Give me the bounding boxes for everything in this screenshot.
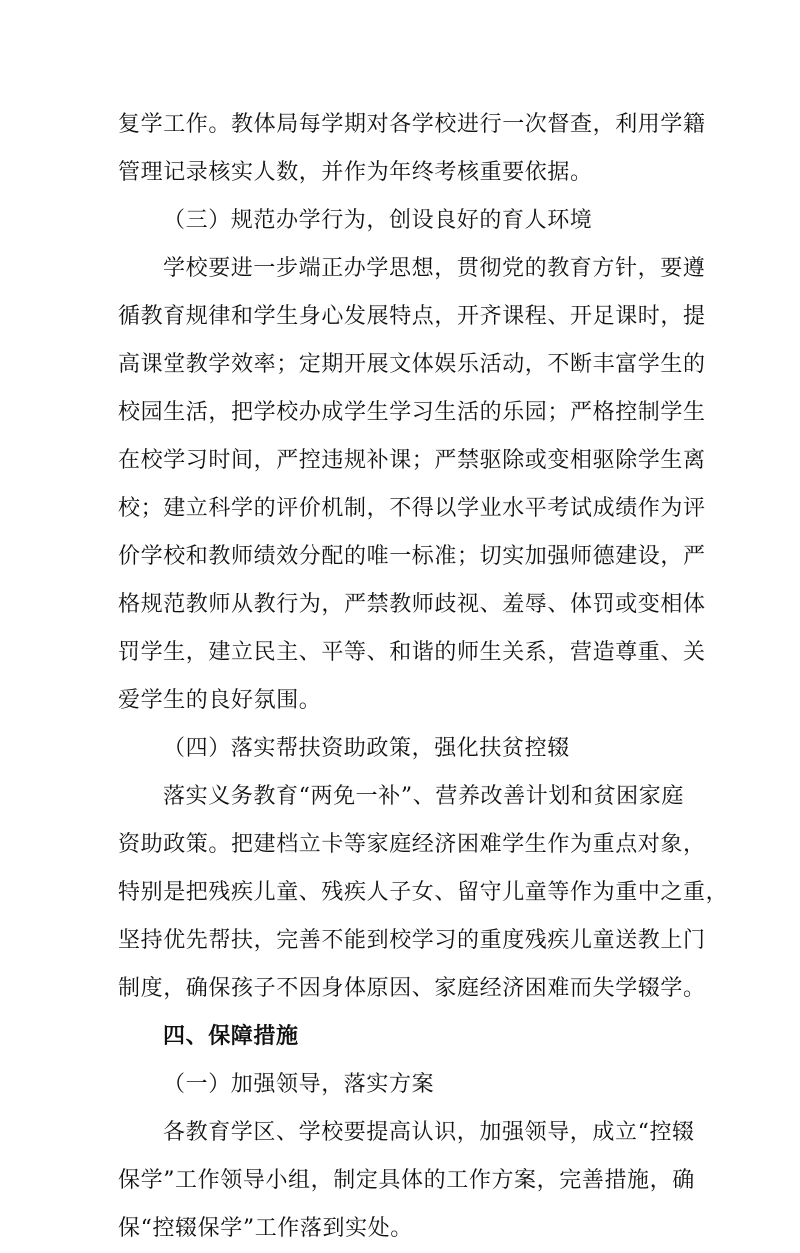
text-line: 坚持优先帮扶，完善不能到校学习的重度残疾儿童送教上门 <box>118 928 706 953</box>
text-line: 复学工作。教体局每学期对各学校进行一次督查，利用学籍 <box>118 112 706 137</box>
text-line: 格规范教师从教行为，严禁教师歧视、羞辱、体罚或变相体 <box>118 592 706 617</box>
text-line: 校园生活，把学校办成学生学习生活的乐园；严格控制学生 <box>118 400 706 425</box>
text-line: 资助政策。把建档立卡等家庭经济困难学生作为重点对象， <box>118 832 706 857</box>
text-line: 价学校和教师绩效分配的唯一标准；切实加强师德建设，严 <box>118 544 706 569</box>
subheading-regulate-school-conduct: （三）规范办学行为，创设良好的育人环境 <box>163 208 593 233</box>
text-line: 学校要进一步端正办学思想，贯彻党的教育方针，要遵 <box>163 256 706 281</box>
document-body <box>118 101 729 1253</box>
paragraph-continued-resumption <box>118 101 706 197</box>
subheading-strengthen-leadership: （一）加强领导，落实方案 <box>163 1072 435 1097</box>
section-heading-safeguards: 四、保障措施 <box>163 1024 299 1049</box>
paragraph-assistance-policy <box>118 773 729 1013</box>
text-line: 保“控辍保学”工作落到实处。 <box>118 1216 413 1241</box>
subheading-assistance-policy: （四）落实帮扶资助政策，强化扶贫控辍 <box>163 736 570 761</box>
paragraph-school-conduct <box>118 245 706 725</box>
text-line: 制度，确保孩子不因身体原因、家庭经济困难而失学辍学。 <box>118 976 706 1001</box>
text-line: 循教育规律和学生身心发展特点，开齐课程、开足课时，提 <box>118 304 706 329</box>
text-line: 落实义务教育“两免一补”、营养改善计划和贫困家庭 <box>163 784 684 809</box>
text-line: 各教育学区、学校要提高认识，加强领导，成立“控辍 <box>163 1120 695 1145</box>
text-line: 在校学习时间，严控违规补课；严禁驱除或变相驱除学生离 <box>118 448 706 473</box>
text-line: 校；建立科学的评价机制，不得以学业水平考试成绩作为评 <box>118 496 706 521</box>
text-line: 爱学生的良好氛围。 <box>118 688 322 713</box>
text-line: 管理记录核实人数，并作为年终考核重要依据。 <box>118 160 593 185</box>
text-line: 高课堂教学效率；定期开展文体娱乐活动，不断丰富学生的 <box>118 352 706 377</box>
text-line: 保学”工作领导小组，制定具体的工作方案，完善措施，确 <box>118 1168 695 1193</box>
text-line: 特别是把残疾儿童、残疾人子女、留守儿童等作为重中之重， <box>118 880 729 905</box>
text-line: 罚学生，建立民主、平等、和谐的师生关系，营造尊重、关 <box>118 640 706 665</box>
